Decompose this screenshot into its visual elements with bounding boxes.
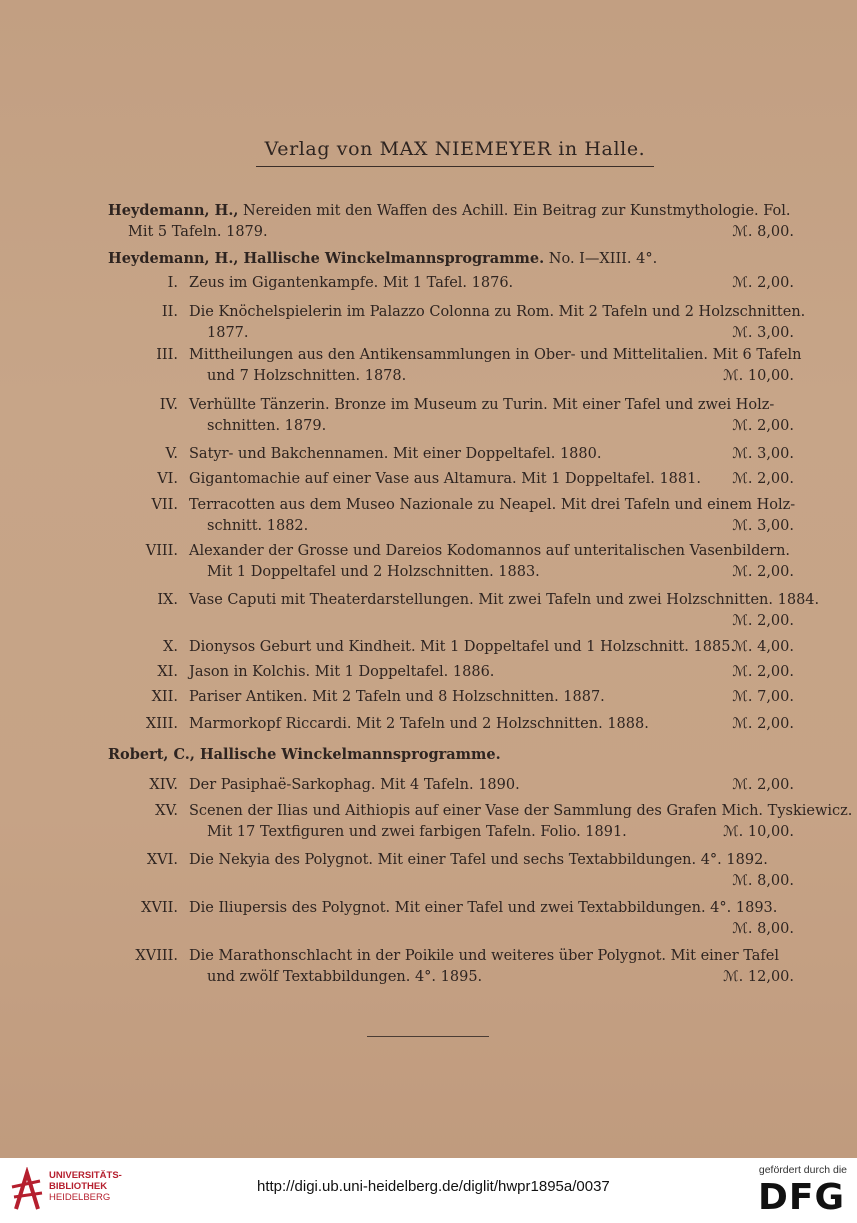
item-title: Jason in Kolchis. Mit 1 Doppeltafel. 1886. bbox=[189, 664, 495, 680]
item-title: Gigantomachie auf einer Vase aus Altamura. Mit 1 Doppeltafel. 1881. bbox=[189, 471, 701, 487]
item-number: VII. bbox=[151, 497, 178, 513]
funding-note: gefördert durch die bbox=[758, 1164, 847, 1176]
item-price: ℳ. 8,00. bbox=[732, 921, 794, 937]
item-number: II. bbox=[161, 304, 178, 320]
entry-title: Nereiden mit den Waffen des Achill. Ein Beitrag zur Kunstmythologie. Fol. bbox=[243, 203, 791, 219]
item-number: III. bbox=[156, 347, 178, 363]
item-number: IX. bbox=[157, 592, 178, 608]
entry-price: ℳ. 8,00. bbox=[732, 224, 794, 240]
item-title: Die Knöchelspielerin im Palazzo Colonna zu Rom. Mit 2 Tafeln und 2 Holzschnitten. bbox=[189, 304, 806, 320]
item-price: ℳ. 4,00. bbox=[732, 639, 794, 655]
item-detail: und zwölf Textabbildungen. 4°. 1895. bbox=[207, 969, 483, 985]
item-price: ℳ. 7,00. bbox=[732, 689, 794, 705]
item-number: I. bbox=[167, 275, 178, 291]
item-number: XI. bbox=[157, 664, 178, 680]
item-price: ℳ. 3,00. bbox=[732, 518, 794, 534]
item-price: ℳ. 10,00. bbox=[723, 824, 794, 840]
item-title: Vase Caputi mit Theaterdarstellungen. Mit zwei Tafeln und zwei Holzschnitten. 1884. bbox=[189, 592, 820, 608]
item-detail: 1877. bbox=[207, 325, 249, 341]
item-title: Satyr- und Bakchennamen. Mit einer Doppeltafel. 1880. bbox=[189, 446, 602, 462]
item-price: ℳ. 3,00. bbox=[732, 446, 794, 462]
item-number: XV. bbox=[155, 803, 178, 819]
dfg-logo: DFG bbox=[757, 1177, 845, 1218]
page-header: Verlag von MAX NIEMEYER in Halle. bbox=[256, 138, 654, 167]
university-library-logo-icon bbox=[10, 1167, 44, 1213]
item-price: ℳ. 2,00. bbox=[732, 418, 794, 434]
item-price: ℳ. 2,00. bbox=[732, 716, 794, 732]
series-title: Heydemann, H., Hallische Winckelmannsprogramme. bbox=[108, 250, 545, 267]
item-title: Mittheilungen aus den Antikensammlungen in Ober- und Mittelitalien. Mit 6 Tafeln bbox=[189, 347, 802, 363]
item-price: ℳ. 10,00. bbox=[723, 368, 794, 384]
item-price: ℳ. 2,00. bbox=[732, 777, 794, 793]
item-price: ℳ. 2,00. bbox=[732, 564, 794, 580]
item-number: XIII. bbox=[145, 716, 178, 732]
divider bbox=[367, 1036, 489, 1037]
item-title: Zeus im Gigantenkampfe. Mit 1 Tafel. 1876. bbox=[189, 275, 514, 291]
series-title: Robert, C., Hallische Winckelmannsprogramme. bbox=[108, 746, 501, 763]
author-name: Heydemann, H., bbox=[108, 202, 239, 219]
item-number: V. bbox=[165, 446, 178, 462]
item-price: ℳ. 2,00. bbox=[732, 664, 794, 680]
item-number: XIV. bbox=[149, 777, 178, 793]
item-title: Marmorkopf Riccardi. Mit 2 Tafeln und 2 Holzschnitten. 1888. bbox=[189, 716, 649, 732]
item-title: Der Pasiphaë-Sarkophag. Mit 4 Tafeln. 1890. bbox=[189, 777, 520, 793]
university-library-name: UNIVERSITÄTS- BIBLIOTHEK HEIDELBERG bbox=[49, 1170, 122, 1203]
item-number: XVIII. bbox=[135, 948, 178, 964]
item-title: Pariser Antiken. Mit 2 Tafeln und 8 Holzschnitten. 1887. bbox=[189, 689, 605, 705]
item-number: X. bbox=[163, 639, 178, 655]
item-detail: Mit 17 Textfiguren und zwei farbigen Tafeln. Folio. 1891. bbox=[207, 824, 627, 840]
item-number: XVII. bbox=[141, 900, 178, 916]
item-title: Die Nekyia des Polygnot. Mit einer Tafel und sechs Textabbildungen. 4°. 1892. bbox=[189, 852, 768, 868]
item-detail: schnitt. 1882. bbox=[207, 518, 309, 534]
item-number: XVI. bbox=[146, 852, 178, 868]
item-price: ℳ. 2,00. bbox=[732, 275, 794, 291]
item-detail: und 7 Holzschnitten. 1878. bbox=[207, 368, 407, 384]
item-price: ℳ. 3,00. bbox=[732, 325, 794, 341]
item-number: VIII. bbox=[145, 543, 178, 559]
item-price: ℳ. 12,00. bbox=[723, 969, 794, 985]
item-title: Dionysos Geburt und Kindheit. Mit 1 Doppeltafel und 1 Holzschnitt. 1885. bbox=[189, 639, 736, 655]
item-title: Die Iliupersis des Polygnot. Mit einer Tafel und zwei Textabbildungen. 4°. 1893. bbox=[189, 900, 778, 916]
item-number: XII. bbox=[151, 689, 178, 705]
source-url-link[interactable]: http://digi.ub.uni-heidelberg.de/diglit/hwpr1895a/0037 bbox=[257, 1178, 610, 1195]
item-number: VI. bbox=[157, 471, 178, 487]
item-title: Verhüllte Tänzerin. Bronze im Museum zu Turin. Mit einer Tafel und zwei Holz- bbox=[189, 397, 775, 413]
item-number: IV. bbox=[159, 397, 178, 413]
item-price: ℳ. 2,00. bbox=[732, 613, 794, 629]
footer-bar bbox=[0, 1158, 857, 1223]
item-price: ℳ. 8,00. bbox=[732, 873, 794, 889]
item-title: Alexander der Grosse und Dareios Kodomannos auf unteritalischen Vasenbildern. bbox=[189, 543, 791, 559]
item-price: ℳ. 2,00. bbox=[732, 471, 794, 487]
item-title: Die Marathonschlacht in der Poikile und weiteres über Polygnot. Mit einer Tafel bbox=[189, 948, 780, 964]
item-detail: Mit 1 Doppeltafel und 2 Holzschnitten. 1883. bbox=[207, 564, 540, 580]
item-title: Scenen der Ilias und Aithiopis auf einer Vase der Sammlung des Grafen Mich. Tyskiewicz. bbox=[189, 803, 853, 819]
item-title: Terracotten aus dem Museo Nazionale zu Neapel. Mit drei Tafeln und einem Holz- bbox=[189, 497, 796, 513]
series-range: No. I—XIII. 4°. bbox=[548, 251, 658, 267]
entry-detail: Mit 5 Tafeln. 1879. bbox=[128, 224, 268, 240]
item-detail: schnitten. 1879. bbox=[207, 418, 327, 434]
